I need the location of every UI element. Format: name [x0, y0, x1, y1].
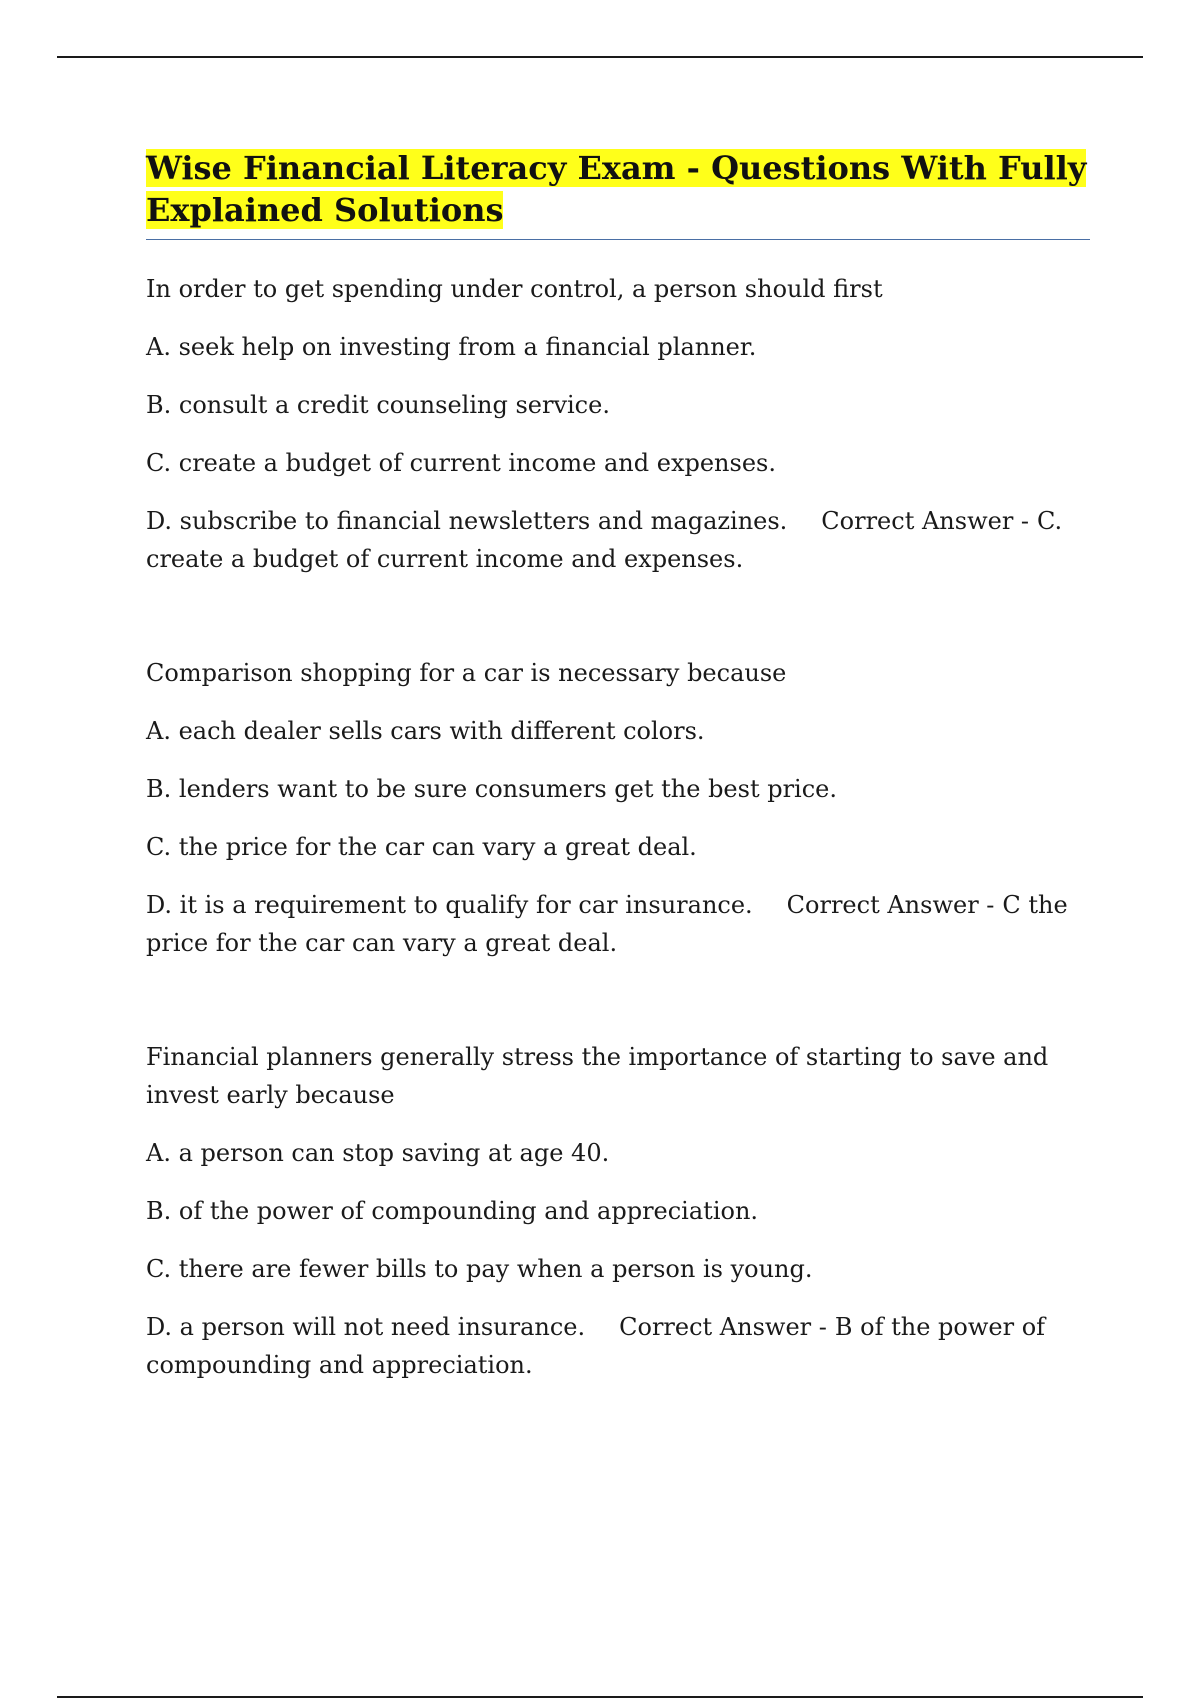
option-d-with-answer [146, 886, 1090, 962]
option-c: C. the price for the car can vary a great deal. [146, 833, 697, 861]
option-d: D. it is a requirement to qualify for car insurance. [146, 891, 753, 919]
page-title [146, 147, 1090, 231]
question-1 [146, 270, 1090, 578]
option-a: A. a person can stop saving at age 40. [146, 1139, 610, 1167]
correct-answer-label: Correct Answer - [821, 507, 1030, 535]
title-block [146, 147, 1090, 240]
option-d: D. a person will not need insurance. [146, 1313, 586, 1341]
page-bottom-rule [57, 1696, 1143, 1698]
option-b: B. lenders want to be sure consumers get the best price. [146, 775, 838, 803]
correct-answer-text: C the price for the car can vary a great deal. [146, 891, 1068, 957]
correct-answer-label: Correct Answer - [786, 891, 995, 919]
question-prompt: Financial planners generally stress the importance of starting to save and invest early because [146, 1043, 1049, 1109]
option-a: A. each dealer sells cars with different colors. [146, 717, 705, 745]
document-body [146, 147, 1090, 1460]
question-prompt: In order to get spending under control, a person should first [146, 275, 883, 303]
page-top-rule [57, 56, 1143, 58]
option-c: C. create a budget of current income and expenses. [146, 449, 776, 477]
option-d-with-answer [146, 1308, 1090, 1384]
question-2 [146, 654, 1090, 962]
correct-answer-text: C. create a budget of current income and expenses. [146, 507, 1063, 573]
correct-answer-label: Correct Answer - [619, 1313, 827, 1341]
option-a: A. seek help on investing from a financial planner. [146, 333, 757, 361]
option-c: C. there are fewer bills to pay when a person is young. [146, 1255, 813, 1283]
correct-answer-text: B of the power of compounding and appreciation. [146, 1313, 1046, 1379]
option-b: B. of the power of compounding and appreciation. [146, 1197, 759, 1225]
page-title-text: Wise Financial Literacy Exam - Questions With Fully Explained Solutions [146, 149, 1087, 229]
option-b: B. consult a credit counseling service. [146, 391, 610, 419]
option-d-with-answer [146, 502, 1090, 578]
option-d: D. subscribe to financial newsletters and magazines. [146, 507, 788, 535]
question-prompt: Comparison shopping for a car is necessary because [146, 659, 787, 687]
question-3 [146, 1038, 1090, 1384]
